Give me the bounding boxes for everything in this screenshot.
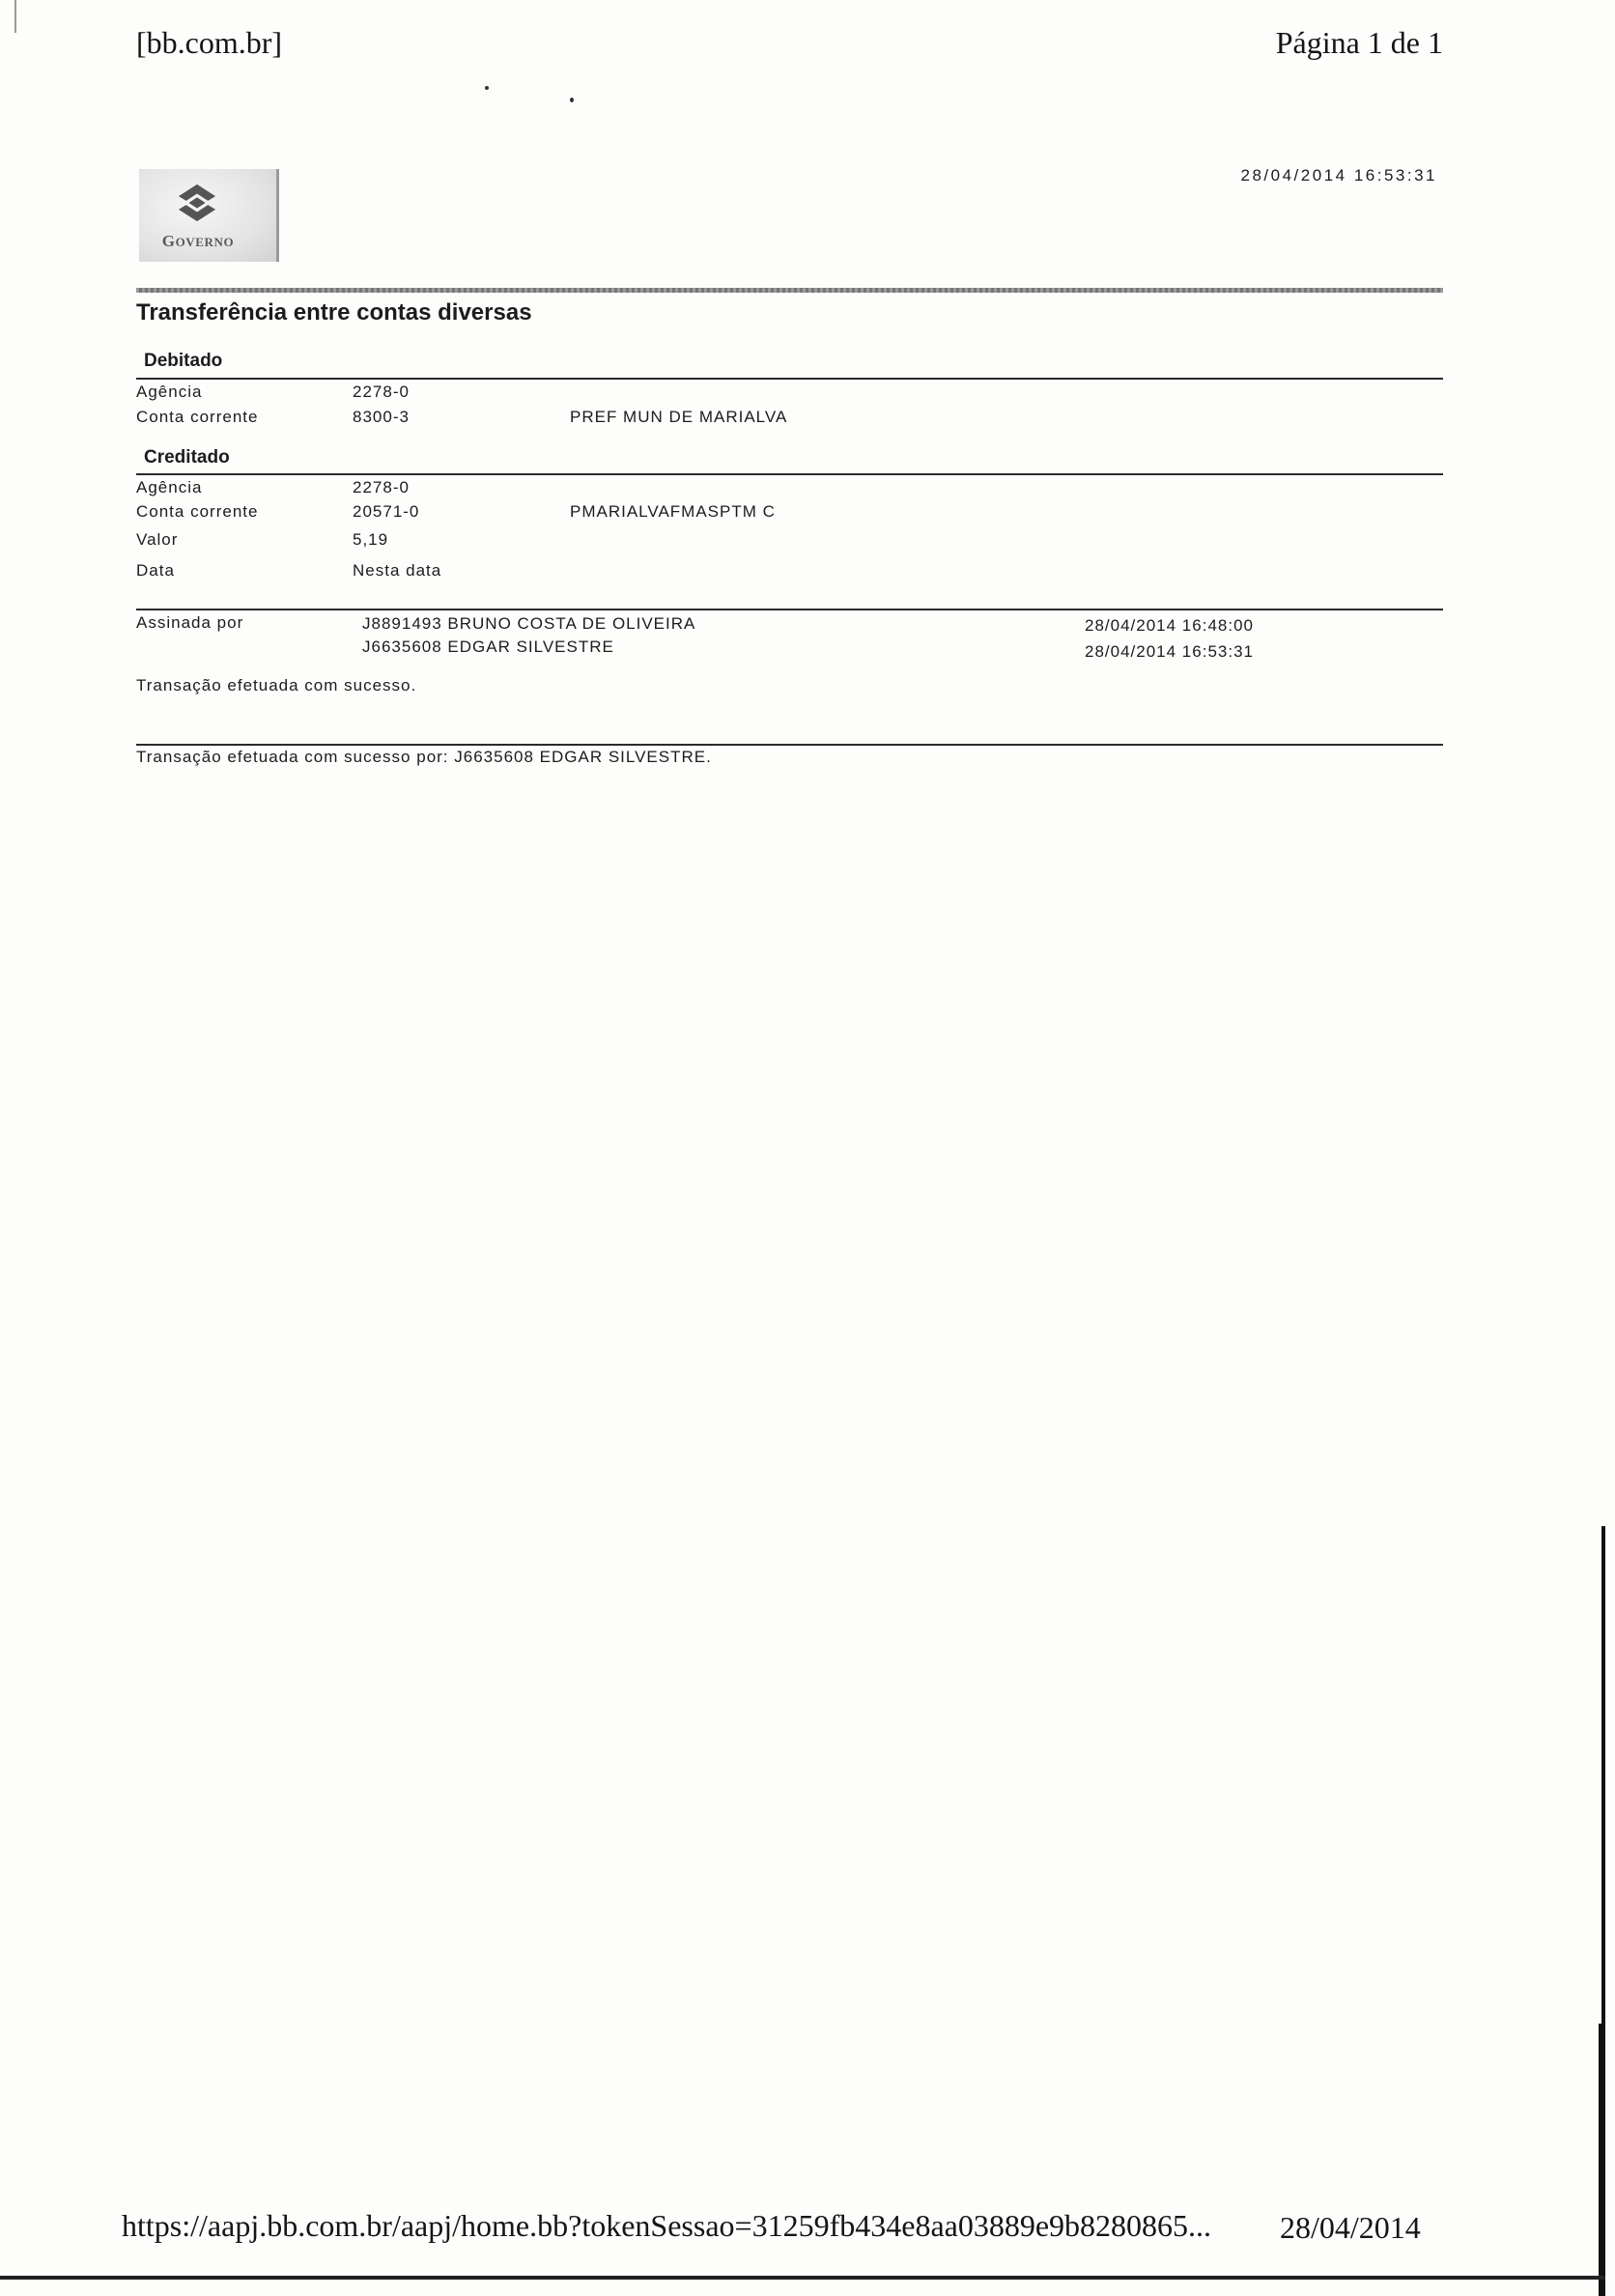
bank-logo-box bbox=[139, 169, 279, 262]
signatures-divider bbox=[136, 609, 1443, 610]
scan-edge-top-left bbox=[14, 0, 16, 33]
print-timestamp: 28/04/2014 16:53:31 bbox=[1240, 166, 1437, 184]
signed-by-label: Assinada por bbox=[136, 613, 244, 632]
credit-divider bbox=[136, 473, 1443, 475]
site-label: [bb.com.br] bbox=[136, 25, 283, 60]
banco-do-brasil-logo-icon bbox=[172, 178, 222, 228]
credit-section-heading: Creditado bbox=[144, 447, 230, 468]
signer-datetime: 28/04/2014 16:48:00 bbox=[1085, 616, 1254, 635]
amount-label: Valor bbox=[136, 530, 179, 549]
page-info: Página 1 de 1 bbox=[1275, 25, 1443, 60]
scan-speck bbox=[485, 86, 489, 90]
date-label: Data bbox=[136, 561, 175, 580]
debit-divider bbox=[136, 378, 1443, 380]
date-value: Nesta data bbox=[353, 561, 442, 580]
page-title: Transferência entre contas diversas bbox=[136, 299, 532, 326]
debit-account-holder: PREF MUN DE MARIALVA bbox=[570, 408, 788, 426]
debit-account-label: Conta corrente bbox=[136, 408, 259, 426]
transaction-status: Transação efetuada com sucesso. bbox=[136, 676, 417, 694]
debit-section-heading: Debitado bbox=[144, 351, 223, 371]
transaction-status-detail: Transação efetuada com sucesso por: J6635608 EDGAR SILVESTRE. bbox=[136, 748, 712, 766]
debit-agency-value: 2278-0 bbox=[353, 383, 410, 401]
logo-caption: GOVERNO bbox=[161, 232, 235, 250]
header-divider bbox=[136, 288, 1443, 293]
scan-speck bbox=[570, 98, 574, 102]
status-divider bbox=[136, 744, 1443, 746]
signer-datetime: 28/04/2014 16:53:31 bbox=[1085, 642, 1254, 661]
signer-name: J8891493 BRUNO COSTA DE OLIVEIRA bbox=[362, 614, 696, 633]
footer-date: 28/04/2014 bbox=[1280, 2210, 1421, 2245]
amount-value: 5,19 bbox=[353, 530, 389, 549]
footer-url: https://aapj.bb.com.br/aapj/home.bb?tokenSessao=31259fb434e8aa03889e9b8280865... bbox=[122, 2208, 1212, 2243]
scan-edge-right-thick bbox=[1599, 2024, 1605, 2296]
signer-name: J6635608 EDGAR SILVESTRE bbox=[362, 638, 614, 656]
debit-account-value: 8300-3 bbox=[353, 408, 410, 426]
scan-edge-bottom bbox=[0, 2276, 1605, 2280]
credit-agency-value: 2278-0 bbox=[353, 478, 410, 496]
credit-account-label: Conta corrente bbox=[136, 502, 259, 521]
credit-account-value: 20571-0 bbox=[353, 502, 420, 521]
credit-account-holder: PMARIALVAFMASPTM C bbox=[570, 502, 776, 521]
credit-agency-label: Agência bbox=[136, 478, 203, 496]
debit-agency-label: Agência bbox=[136, 383, 203, 401]
